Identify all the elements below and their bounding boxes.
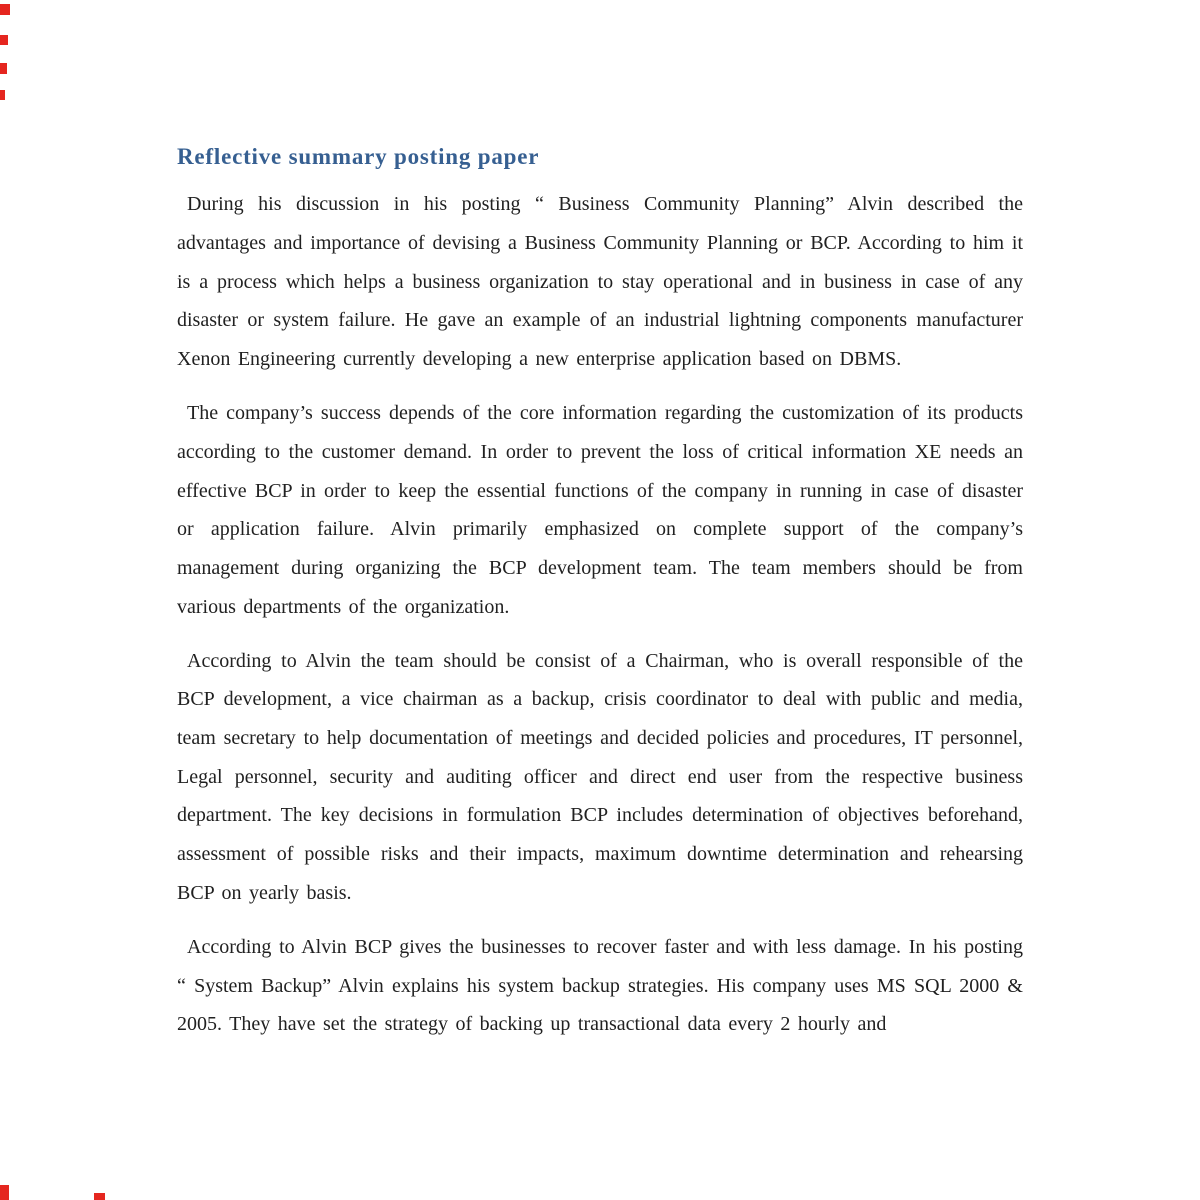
red-edge-artifact [0, 1185, 9, 1200]
paragraph-3: According to Alvin the team should be consist of a Chairman, who is overall responsible of the BCP development, a vice chairman as a backup, crisis coordinator to deal with public and media, team secretary to help documentation of meetings and decided policies and procedures, IT personnel, Legal personnel, security and auditing officer and direct end user from the respective business department. The key decisions in formulation BCP includes determination of objectives beforehand, assessment of possible risks and their impacts, maximum downtime determination and rehearsing BCP on yearly basis. [177, 649, 1023, 904]
red-edge-artifact [94, 1193, 105, 1200]
paragraph-2: The company’s success depends of the core information regarding the customization of its products according to the customer demand. In order to prevent the loss of critical information XE needs an effective BCP in order to keep the essential functions of the company in running in case of disaster or application failure. Alvin primarily emphasized on complete support of the company’s management during organizing the BCP development team. The team members should be from various departments of the organization. [177, 402, 1023, 618]
paragraph-4: According to Alvin BCP gives the businesses to recover faster and with less damage. In his posting “ System Backup” Alvin explains his system backup strategies. His company uses MS SQL 2000 & 2005. They have set the strategy of backing up transactional data every 2 hourly and [177, 935, 1023, 1036]
document-title: Reflective summary posting paper [177, 144, 540, 169]
red-edge-artifact [0, 35, 8, 45]
red-edge-artifact [0, 63, 7, 74]
paragraph-1: During his discussion in his posting “ Business Community Planning” Alvin described the advantages and importance of devising a Business Community Planning or BCP. According to him it is a process which helps a business organization to stay operational and in business in case of any disaster or system failure. He gave an example of an industrial lightning components manufacturer Xenon Engineering currently developing a new enterprise application based on DBMS. [177, 193, 1023, 371]
red-edge-artifact [0, 90, 5, 100]
red-edge-artifact [0, 4, 10, 15]
document-body [177, 0, 1023, 1059]
